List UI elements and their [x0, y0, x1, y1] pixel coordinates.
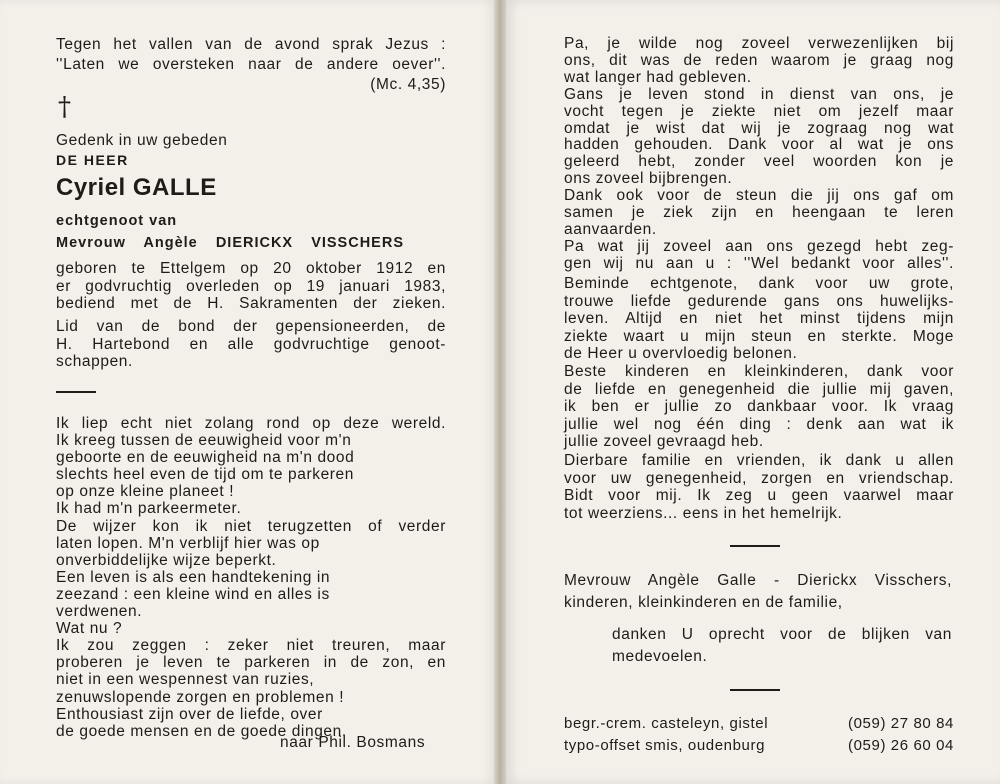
poem: Ik liep echt niet zolang rond op deze wereld. Ik kreeg tussen de eeuwigheid voor m'n geboorte en de eeuwigheid na m'n dood slechts heel even de tijd om te parkeren op onze kleine planeet ! Ik had m'n parkeermeter. De wijzer kon ik niet terugzetten of verder laten lopen. M'n verblijf hier was op onverbiddelijke wijze beperkt. Een leven is als een handtekening in zeezand : een kleine wind en alles is verdwenen. Wat nu ? Ik zou zeggen : zeker niet treuren, maar proberen je leven te parkeren in de zon, en niet in een wespennest van ruzies, zenuwslopende zorgen en problemen ! Enthousiast zijn over de liefde, over de goede mensen en de goede dingen.	[56, 415, 446, 740]
membership-info: Lid van de bond der gepensioneerden, de H. Hartebond en alle godvruchtige genoot- schappen.	[56, 318, 446, 370]
divider	[56, 391, 96, 393]
tribute-spouse: Beminde echtgenote, dank voor uw grote, trouwe liefde gedurende gans ons huwelijks- leven. Altijd en niet het minst tijdens mijn ziekte waart u mijn steun en sterkte. Moge de Heer u overvloedig belonen.	[564, 275, 954, 362]
bible-verse	[56, 36, 446, 94]
spouse-label: echtgenoot van	[56, 213, 178, 229]
tribute-part-1: Pa, je wilde nog zoveel verwezenlijken bij ons, dit was de reden waarom je graag nog wat langer had gebleven. Gans je leven stond in dienst van ons, je vocht tegen je ziekte niet om jezelf maar omdat je wist dat wij je zograag nog wat hadden gehouden. Dank voor al wat je ons geleerd hebt, zonder veel woorden kon je ons zoveel bijbrengen. Dank ook voor de steun die jij ons gaf om samen je ziek zijn en heengaan te leren aanvaarden. Pa wat jij zoveel aan ons gezegd hebt zeg- gen wij nu aan u : ''Wel bedankt voor alles''.	[564, 35, 954, 272]
printer-row: begr.-crem. casteleyn, gistel (059) 27 80 84	[564, 715, 954, 732]
printer-info	[564, 713, 954, 757]
poem-attribution: naar Phil. Bosmans	[280, 734, 426, 751]
deceased-name: Cyriel GALLE	[56, 174, 217, 201]
birth-death-info: geboren te Ettelgem op 20 oktober 1912 en er godvruchtig overleden op 19 januari 1983, bediend met de H. Sakramenten der zieken.	[56, 260, 446, 312]
tribute-children: Beste kinderen en kleinkinderen, dank voor de liefde en genegenheid die jullie mij gaven, ik ben er jullie zo dankbaar voor. Ik vraag jullie wel nog één ding : denk aan wat ik jullie zoveel gevraagd heb.	[564, 363, 954, 450]
verse-reference: (Mc. 4,35)	[370, 76, 446, 93]
printer-row: typo-offset smis, oudenburg (059) 26 60 04	[564, 737, 954, 754]
thanks-text: danken U oprecht voor de blijken van medevoelen.	[612, 626, 952, 665]
card-fold	[494, 0, 506, 784]
intro-text: Gedenk in uw gebeden	[56, 132, 228, 149]
spouse-name: Mevrouw Angèle DIERICKX VISSCHERS	[56, 235, 404, 251]
family-signature: Mevrouw Angèle Galle - Dierickx Visschers, kinderen, kleinkinderen en de familie,	[564, 572, 952, 611]
verse-line: ''Laten we oversteken naar de andere oever''.	[56, 55, 446, 73]
divider	[730, 689, 780, 691]
cross-icon: †	[58, 92, 71, 122]
verse-line: Tegen het vallen van de avond sprak Jezus :	[56, 36, 446, 53]
tribute-family: Dierbare familie en vrienden, ik dank u allen voor uw genegenheid, zorgen en vriendschap. Bidt voor mij. Ik zeg u geen vaarwel maar tot weerziens... eens in het hemelrijk.	[564, 452, 954, 522]
title-heer: DE HEER	[56, 152, 129, 168]
divider	[730, 545, 780, 547]
